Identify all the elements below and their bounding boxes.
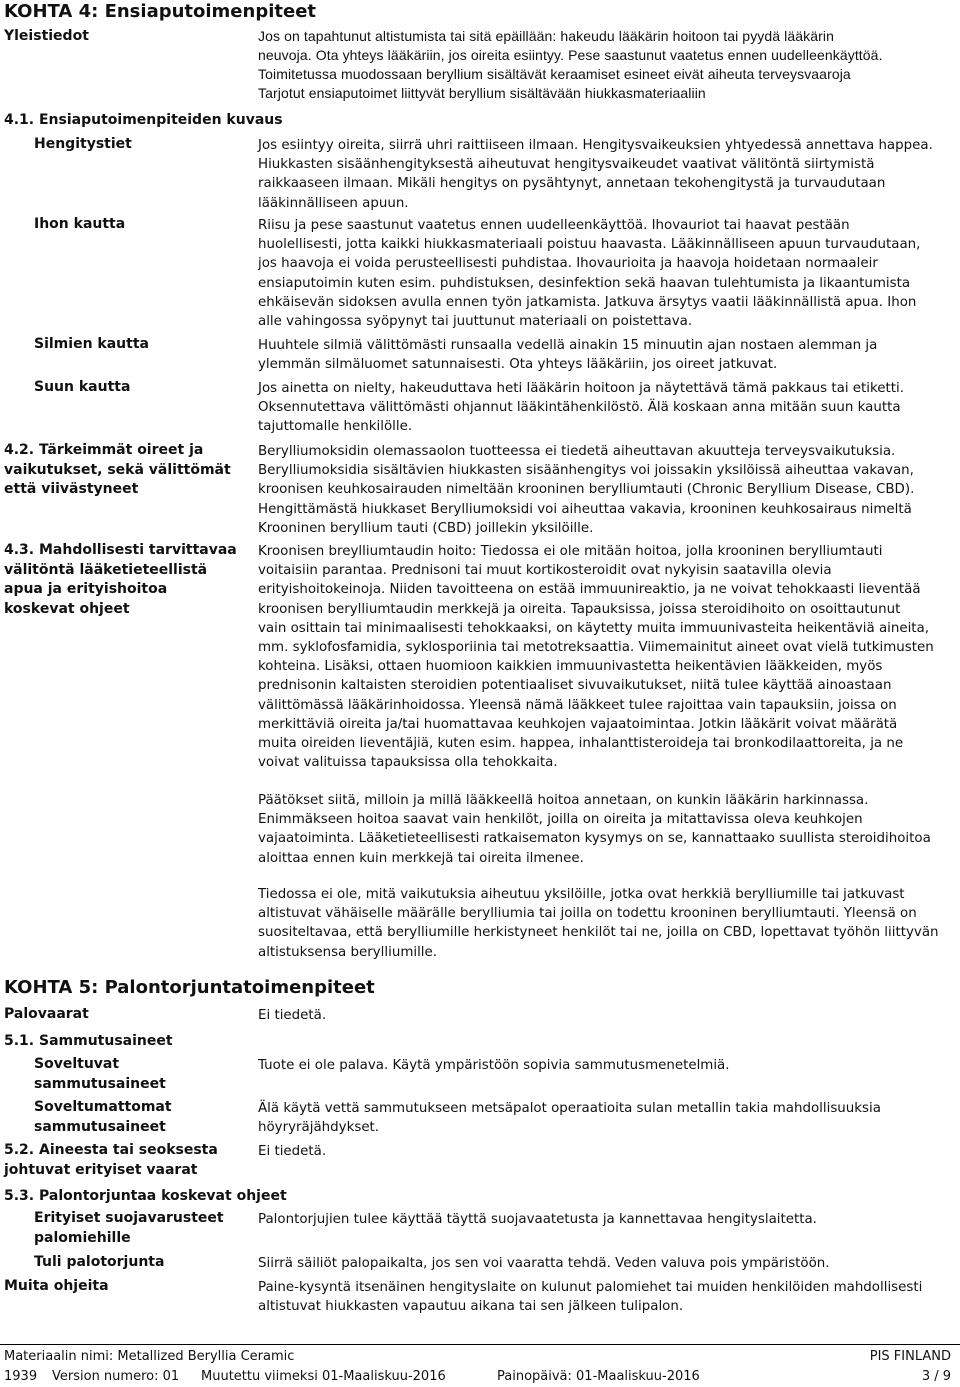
firefighting-value: Siirrä säiliöt palopaikalta, jos sen voi vaarattа tehdä. Veden valuva pois ympäristöön.	[258, 1256, 830, 1271]
label-line: koskevat ohjeet	[4, 600, 130, 617]
text-line: Päätökset siitä, milloin ja millä lääkkeellä hoitoa annetaan, on kunkin lääkärin harkinnassa.	[258, 793, 869, 808]
label-line: 5.2. Aineesta tai seoksesta	[4, 1142, 218, 1158]
subsection-4-3-title	[4, 541, 254, 619]
text-line: Hengittämästä hiukkaset Berylliumoksidi voi aiheuttaa vakavia, krooninen keuhkosairaus nimeltä	[258, 501, 912, 517]
last-modified: Muutettu viimeksi 01-Maaliskuu-2016	[201, 1369, 446, 1384]
label-line: johtuvat erityiset vaarat	[4, 1161, 198, 1178]
ppe-label	[34, 1209, 224, 1248]
text-line: Berylliumoksidin olemassaolon tuotteessa ei tiedetä aiheuttavan akuutteja terveysvaikutuksia.	[258, 444, 896, 459]
label-line: että viivästyneet	[4, 481, 139, 497]
text-line: neuvoja. Ota yhteys lääkäriin, jos oireita esiintyy. Pese saastunut vaatetus ennen uudelleenkäyttöä.	[258, 47, 883, 63]
subsection-4-2-title	[4, 441, 254, 500]
text-line: jos haavoja ei voida perusteellisesti puhdistaa. Ihovaurioita ja haavoja hoidetaan normaaleir	[258, 256, 878, 272]
text-line: Tiedossa ei ole, mitä vaikutuksia aiheutuu yksilöille, jotka ovat herkkiä berylliumille tai jatkuvast	[258, 887, 905, 902]
label-line: välitöntä lääketieteellistä	[4, 561, 208, 578]
section-5-title: KOHTA 5: Palontorjuntatoimenpiteet	[4, 977, 375, 998]
text-line: voitaisiin parantaa. Prednisoni tai muut kortikosteroidit ovat nykyisin saatavilla olevia	[258, 563, 832, 579]
label-line: Erityiset suojavarusteet	[34, 1210, 224, 1226]
skin-label: Ihon kautta	[34, 216, 126, 232]
text-line: altistuvat vähäiselle määrälle berylliumia tai joilla on todettu krooninen berylliumtauti. Yleensä on	[258, 906, 917, 922]
text-line: ylemmän silmäluomet satunnaisesti. Ota yhteys lääkäriin, jos oireet jatkuvat.	[258, 357, 778, 373]
text-line: Paine-kysyntä itsenäinen hengityslaite on kulunut palomiehet tai muiden henkilöiden mahdollisesti	[258, 1280, 923, 1295]
text-line: Oksennutettava välittömästi ohjannut lääkintähenkilöstö. Älä koskaan anna mitään suun kautta	[258, 400, 901, 416]
text-line: Toimitetussa muodossaan beryllium sisältävät keraamiset esineet eivät aiheuta terveysvaaroja	[258, 66, 851, 82]
text-line: kroonisen berylliumtaudin merkkejä ja oireita. Tapauksissa, joissa steroidihoito on osoittautunut	[258, 601, 901, 617]
label-line: 4.3. Mahdollisesti tarvittavaa	[4, 542, 237, 558]
text-line: aloittaa ennen kuin merkkejä tai oireita ilmenee.	[258, 850, 584, 866]
text-line: Jos on tapahtunut altistumista tai sitä epäillään: hakeudu lääkärin hoitoon tai pyydä lääkärin	[258, 28, 834, 44]
label-line: apua ja erityishoitoa	[4, 581, 168, 597]
subsection-5-3-title: 5.3. Palontorjuntaa koskevat ohjeet	[4, 1188, 287, 1204]
unsuitable-media-text	[258, 1099, 958, 1137]
subsection-5-1-title: 5.1. Sammutusaineet	[4, 1033, 173, 1049]
text-line: alle vahingossa syöpynyt tai juuttunut materiaali on poistettava.	[258, 314, 693, 330]
ppe-value: Palontorjujien tulee käyttää täyttä suojavaatetusta ja kannettavaa hengityslaitetta.	[258, 1212, 817, 1227]
other-instructions-label: Muita ohjeita	[4, 1278, 109, 1294]
label-line: sammutusaineet	[34, 1118, 166, 1135]
material-name: Materiaalin nimi: Metallized Beryllia Ceramic	[4, 1349, 295, 1364]
label-line: 4.2. Tärkeimmät oireet ja	[4, 442, 204, 458]
text-line: Jos ainetta on nielty, hakeuduttava heti lääkärin hoitoon ja näytettävä tämä pakkaus tai etiketti.	[258, 381, 904, 396]
text-line: huolellisesti, jotta kaikki hiukkasmateriaali poistuu haavasta. Lääkinnälliseen apuun turvaudutaan,	[258, 237, 921, 253]
treatment-paragraph-2	[258, 791, 958, 868]
footer-divider	[0, 1344, 960, 1345]
text-line: merkittäviä oireita ja/tai huomattavaa keuhkojen vajaatoimintaa. Jotkin lääkärit voivat määrätä	[258, 716, 898, 732]
mouth-text	[258, 379, 958, 437]
text-line: prednisonin kaltaisten steroidien potentiaaliset sivuvaikutukset, niitä tulee käyttää ainoastaan	[258, 678, 892, 694]
text-line: muita oireiden lieventäjiä, kuten esim. happea, inhalanttisteroideja tai bronkodilaattoreita, ja ne	[258, 736, 904, 752]
treatment-paragraph-1	[258, 542, 958, 772]
general-info-label: Yleistiedot	[4, 28, 89, 44]
symptoms-text	[258, 442, 958, 538]
text-line: ensiaputoimin kuten esim. puhdistuksen, desinfektion sekä haavan tulehtumista ja likaantumista	[258, 275, 911, 291]
subsection-5-2-title	[4, 1141, 218, 1180]
text-line: Jos esiintyy oireita, siirrä uhri raittiiseen ilmaan. Hengitysvaikeuksien yhtyedessä annettava happea.	[258, 138, 933, 153]
text-line: Krooninen beryllium tauti (CBD) joillekin yksilöille.	[258, 520, 594, 536]
other-instructions-text	[258, 1278, 958, 1316]
fire-hazards-label: Palovaarat	[4, 1006, 89, 1022]
text-line: tajuttomalle henkilölle.	[258, 419, 413, 435]
company-name: PIS FINLAND	[869, 1349, 951, 1364]
print-date: Painopäivä: 01-Maaliskuu-2016	[497, 1369, 700, 1384]
text-line: Tarjotut ensiaputoimet liittyvät beryllium sisältävään hiukkasmateriaaliin	[258, 85, 706, 101]
unsuitable-media-label	[34, 1098, 172, 1137]
text-line: Hiukkasten sisäänhengityksestä aiheutuvat hengitysvaikeudet vaativat välitöntä siirtymistä	[258, 157, 875, 173]
text-line: Kroonisen breylliumtaudin hoito: Tiedossa ei ole mitään hoitoa, jolla krooninen berylliumtauti	[258, 544, 883, 559]
text-line: vain osittain tai minimaalisesti tehokkaaksi, on käytetty muita immuunivasteita heikentäviä aineita,	[258, 620, 930, 636]
eye-label: Silmien kautta	[34, 336, 149, 352]
text-line: kroonisen keuhkosairauden nimeltään krooninen berylliumtauti (Chronic Beryllium Disease, CBD).	[258, 482, 915, 498]
suitable-media-label	[34, 1055, 166, 1094]
inhalation-text	[258, 136, 958, 213]
text-line: Enimmäkseen hoitoa saavat vain henkilöt, joilla on oireita ja mitattavissa oleva keuhkojen	[258, 812, 863, 828]
label-line: Soveltuvat	[34, 1056, 120, 1072]
version-number: Version numero: 01	[52, 1369, 180, 1384]
text-line: erityishoitokeinoja. Niiden tavoitteena on estää immuunireaktio, ja ne voivat tehokkaasti lieventää	[258, 582, 921, 598]
text-line: Huuhtele silmiä välittömästi runsaalla vedellä ainakin 15 minuutin ajan nostaen alemman ja	[258, 338, 878, 353]
fire-hazards-value: Ei tiedetä.	[258, 1008, 327, 1023]
text-line: mm. syklofosfamidia, syklosporiinia tai metotreksaattia. Viimemainitut aineet ovat vielä tutkimusten	[258, 640, 934, 656]
eye-text	[258, 336, 958, 374]
special-hazards-value: Ei tiedetä.	[258, 1144, 327, 1159]
mouth-label: Suun kautta	[34, 379, 131, 395]
page-number: 3 / 9	[921, 1369, 951, 1384]
label-line: palomiehille	[34, 1229, 131, 1246]
suitable-media-value: Tuote ei ole palava. Käytä ympäristöön sopivia sammutusmenetelmiä.	[258, 1058, 730, 1073]
text-line: Berylliumoksidia sisältävien hiukkasten sisäänhengitys voi joissakin yksilöissä aiheuttaa vakavan,	[258, 463, 914, 479]
treatment-paragraph-3	[258, 885, 958, 962]
text-line: suositeltavaa, että berylliumille herkistyneet henkilöt tai ne, joilla on CBD, lopettavat työhön liittyvän	[258, 925, 939, 941]
text-line: välittömässä lääkärinhoidossa. Yleensä nämä lääkkeet tulee rajoittaa vain tapauksiin, joissa on	[258, 697, 897, 713]
section-4-title: KOHTA 4: Ensiaputoimenpiteet	[4, 1, 317, 22]
label-line: sammutusaineet	[34, 1075, 166, 1092]
text-line: altistuvat hiukkasten vapautuu aikana tai sen jälkeen tulipalon.	[258, 1299, 684, 1315]
skin-text	[258, 216, 958, 331]
label-line: Soveltumattomat	[34, 1099, 172, 1115]
label-line: vaikutukset, sekä välittömät	[4, 461, 231, 478]
text-line: Älä käytä vettä sammutukseen metsäpalot operaatioita sulan metallin takia mahdollisuuksia	[258, 1101, 881, 1116]
text-line: vajaatoiminta. Lääketieteellisesti ratkaisematon kysymys on se, kannattaako suullista steroidihoitoa	[258, 831, 931, 847]
document-number: 1939	[4, 1369, 38, 1384]
text-line: Riisu ja pese saastunut vaatetus ennen uudelleenkäyttöä. Ihovauriot tai haavat pestään	[258, 218, 850, 233]
general-info-text	[258, 27, 958, 103]
text-line: höyryräjähdykset.	[258, 1120, 380, 1136]
text-line: ehkäisevän sidoksen avulla ennen työn jatkamista. Jatkuva ärsytys vaatii lääkinnällistä apua. Ihon	[258, 294, 917, 310]
text-line: lääkinnälliseen apuun.	[258, 195, 409, 211]
text-line: voivat valituissa tapauksissa olla tehokkaita.	[258, 755, 558, 771]
firefighting-label: Tuli palotorjunta	[34, 1254, 165, 1270]
subsection-4-1-title: 4.1. Ensiaputoimenpiteiden kuvaus	[4, 112, 283, 128]
text-line: altistuksensa berylliumille.	[258, 944, 438, 960]
text-line: raikkaaseen ilmaan. Mikäli hengitys on pysähtynyt, annetaan tekohengitystä ja turvaudutaan	[258, 176, 886, 192]
inhalation-label: Hengitystiet	[34, 136, 132, 152]
text-line: kohteina. Lisäksi, ottaen huomioon kaikkien immuunivastetta heikentävien lääkkeiden, myös	[258, 659, 883, 675]
